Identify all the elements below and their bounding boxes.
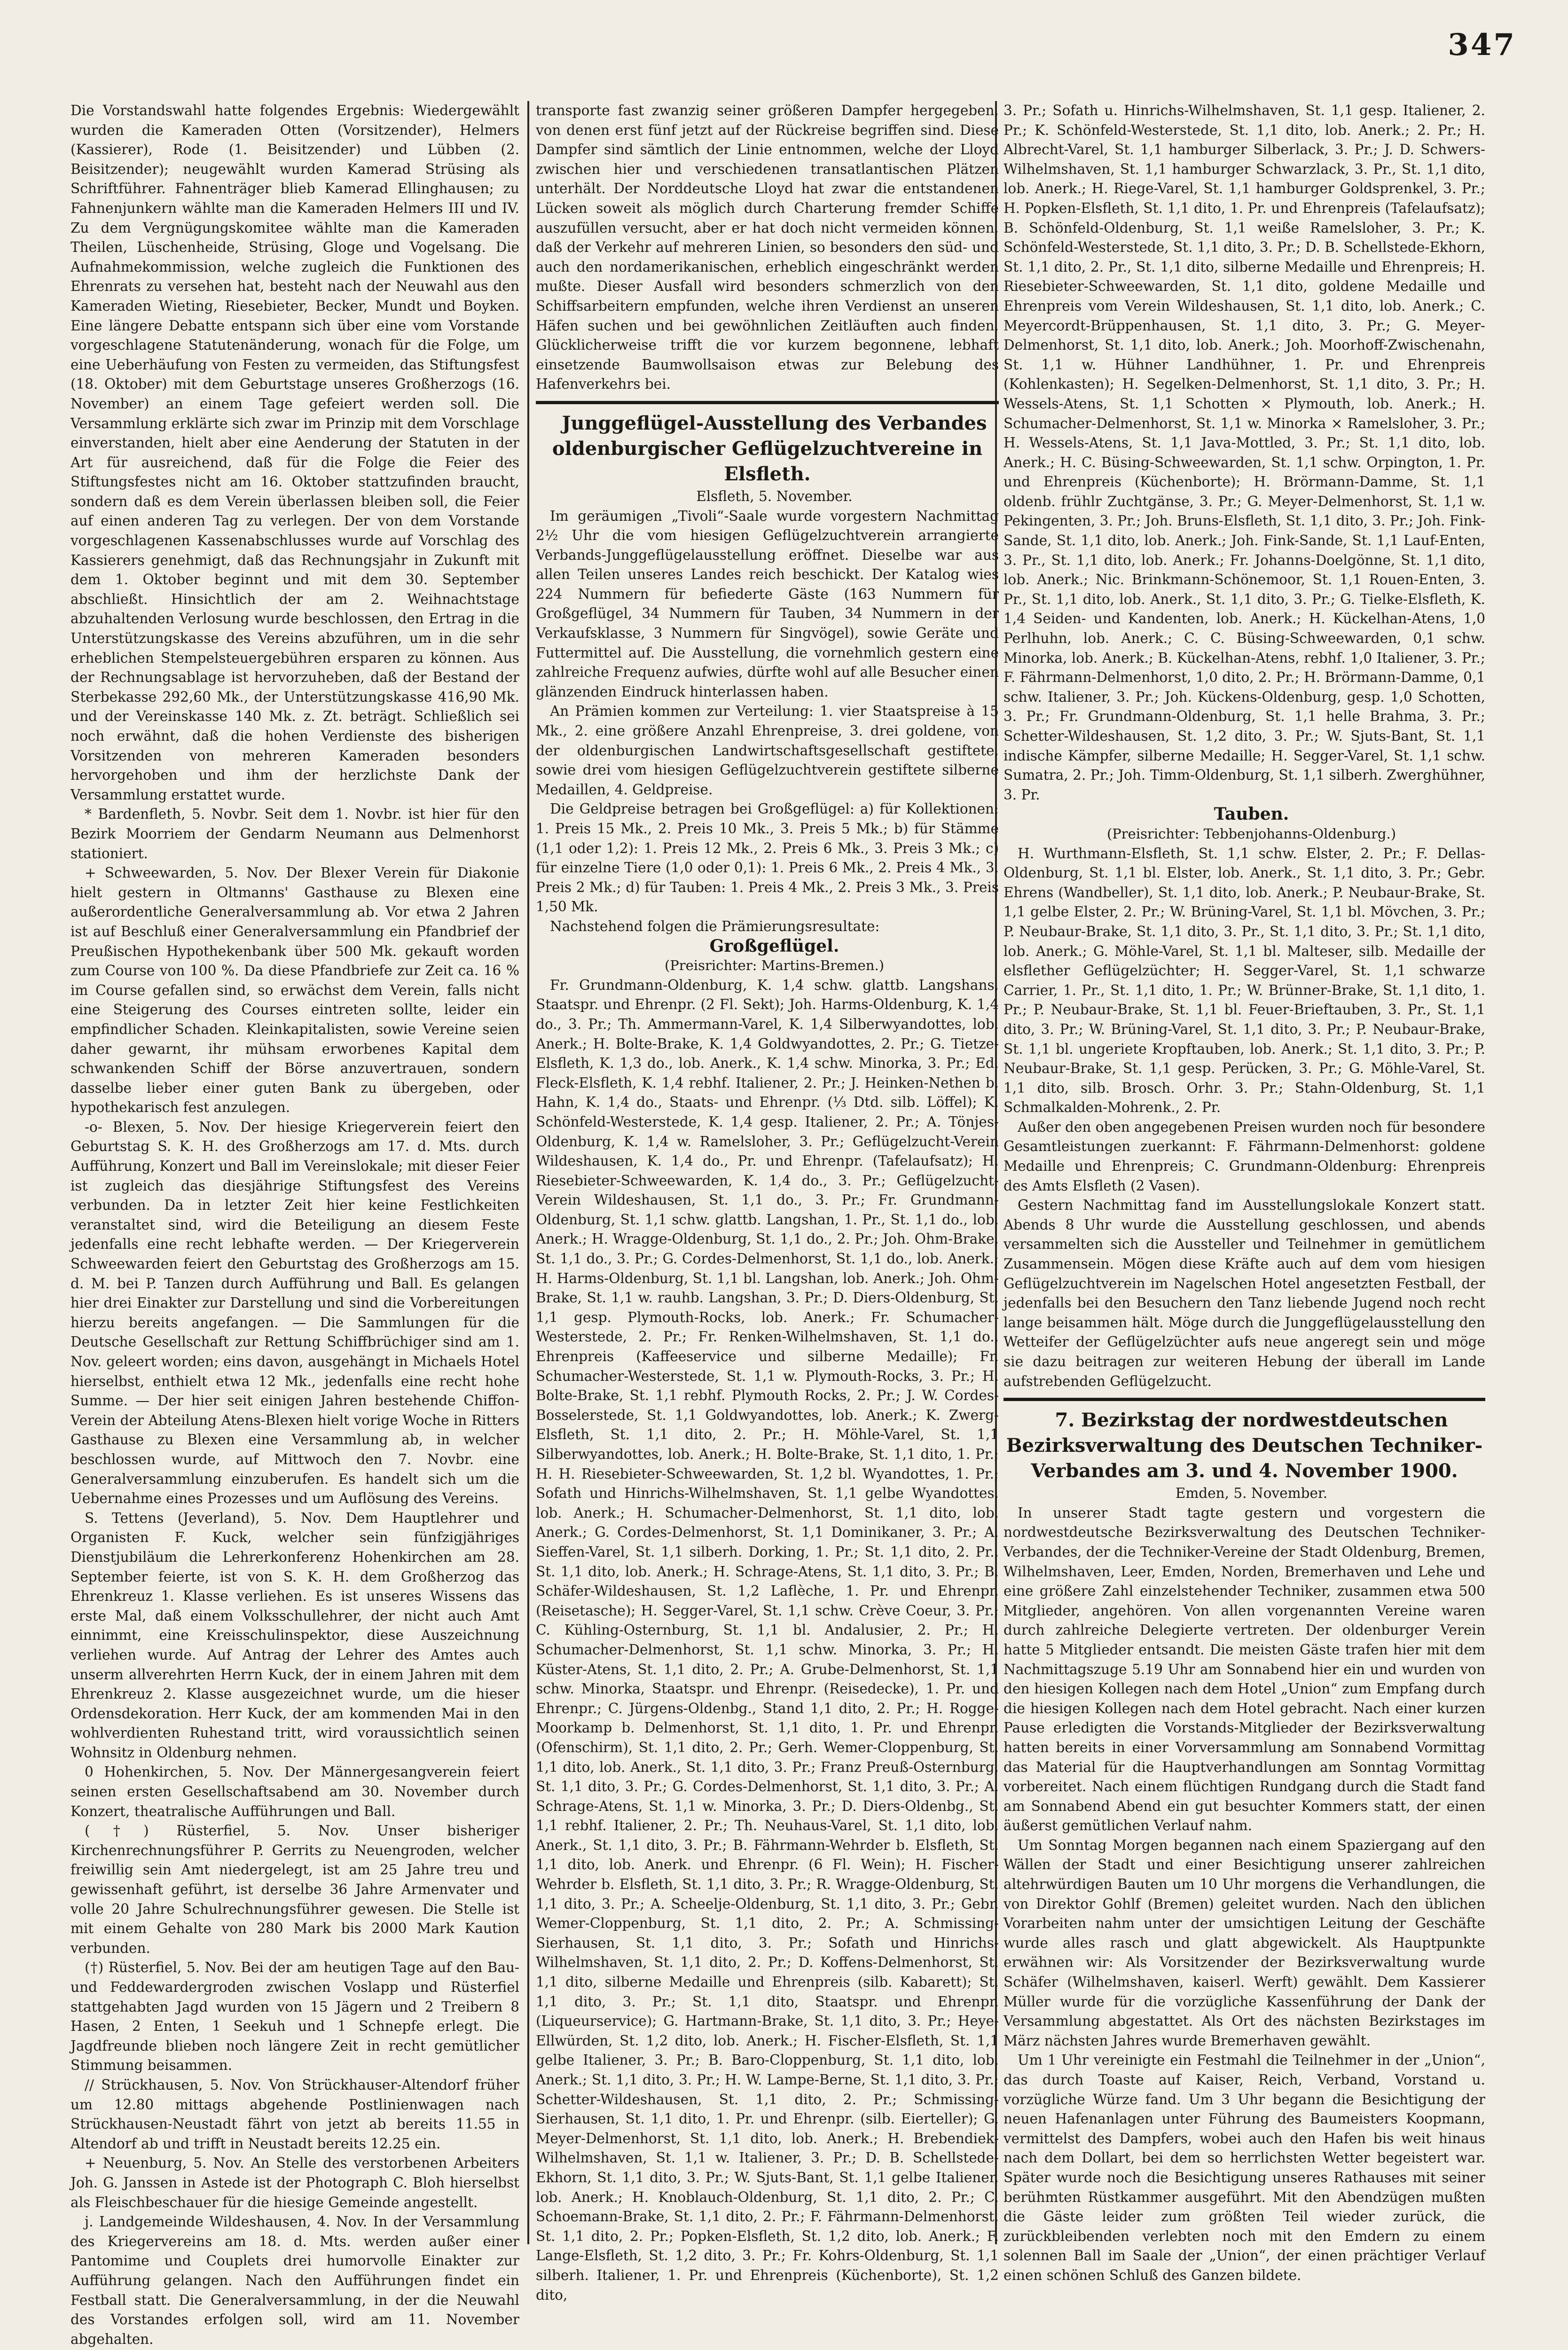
judge-note: (Preisrichter: Tebbenjohanns-Oldenburg.) bbox=[1106, 825, 1396, 842]
column-1 bbox=[71, 101, 519, 2347]
column-rule-1 bbox=[527, 101, 529, 2244]
local-news-tettens: S. Tettens (Jeverland), 5. Nov. Dem Hauptlehrer und Organisten F. Kuck, welcher sein fünfzigjähriges Dienstjubiläum die Lehrerkonferenz Hohenkirchen am 28. September feierte, ist von S. K. H. dem Großherzog das Ehrenkreuz 1. Klasse verliehen. Es ist unseres Wissens das erste Mal, daß einem Volksschullehrer, der nicht auch Amt einnimmt, eine Kreisschulinspektor, diese Auszeichnung verliehen wurde. Auf Antrag der Lehrer des Amtes auch unserm allverehrten Herrn Kuck, der in einem Jahren mit dem Ehrenkreuz 2. Klasse ausgezeichnet wurde, um die hieser Ordensdekoration. Herr Kuck, der am kommenden Mai in den wohlverdienten Ruhestand tritt, wird voraussichtlich seinen Wohnsitz in Oldenburg nehmen. bbox=[71, 1510, 519, 1761]
column-3 bbox=[1004, 101, 1485, 2283]
separator-thick bbox=[536, 401, 999, 404]
article-paragraph: In unserer Stadt tagte gestern und vorgestern die nordwestdeutsche Bezirksverwaltung des Deutschen Techniker-Verbandes, der die Techniker-Vereine der Stadt Oldenburg, Bremen, Wilhelmshaven, Leer, Emden, Norden, Bremerhaven und Lehe und eine größere Zahl einzelstehender Techniker, zusammen etwa 500 Mitglieder, angehören. Von allen vorgenannten Vereine waren durch zahlreiche Delegierte vertreten. Der oldenburger Verein hatte 5 Mitglieder entsandt. Die meisten Gäste trafen hier mit dem Nachmittagszuge 5.19 Uhr am Sonnabend hier ein und wurden von den hiesigen Kollegen nach dem Hotel „Union“ zum Empfang durch die hiesigen Kollegen nach dem Hotel gebracht. Nach einer kurzen Pause erledigten die Vorstands-Mitglieder der Bezirksverwaltung hatten bereits in einer Vorversammlung am Sonnabend Vormittag das Material für die Hauptverhandlungen am Sonntag Vormittag vorbereitet. Nach einem flüchtigen Rundgang durch die Stadt fand am Sonnabend Abend ein gut besuchter Kommers statt, der einen äußerst gemütlichen Verlauf nahm. bbox=[1004, 1504, 1485, 1834]
dateline: Emden, 5. November. bbox=[1175, 1485, 1328, 1502]
local-news-bardenfleth: * Bardenfleth, 5. Novbr. Seit dem 1. Novbr. ist hier für den Bezirk Moorriem der Gendarm Neumann aus Delmenhorst stationiert. bbox=[71, 806, 519, 862]
judge-note: (Preisrichter: Martins-Bremen.) bbox=[664, 957, 885, 974]
separator-thick bbox=[1004, 1398, 1485, 1401]
local-news-schweewarden: + Schweewarden, 5. Nov. Der Blexer Verein für Diakonie hielt gestern in Oltmanns' Gasthause zu Blexen eine außerordentliche Generalversammlung ab. Vor etwa 2 Jahren ist auf Beschluß einer Generalversammlung ein Pfandbrief der Preußischen Hypothekenbank über 500 Mk. gekauft worden zum Course von 100 %. Da diese Pfandbriefe zur Zeit ca. 16 % im Course gefallen sind, so erwächst dem Verein, falls nicht eine Steigerung des Courses eintreten sollte, leider ein empfindlicher Schaden. Kleinkapitalisten, sowie Vereine seien daher gewarnt, ihr mühsam erworbenes Kapital dem schwankenden Schiff der Börse anzuvertrauen, sondern dasselbe lieber einer guten Bank zu übergeben, oder hypothekarisch fest anzulegen. bbox=[71, 865, 519, 1116]
local-news-blexen: -o- Blexen, 5. Nov. Der hiesige Kriegerverein feiert den Geburtstag S. K. H. des Großherzogs am 17. d. Mts. durch Aufführung, Konzert und Ball im Vereinslokale; mit dieser Feier ist zugleich das diesjährige Stiftungsfest des Vereins verbunden. Da in letzter Zeit hier keine Festlichkeiten veranstaltet sind, wird die Beteiligung an diesem Feste jedenfalls eine recht lebhafte werden. — Der Kriegerverein Schweewarden feiert den Geburtstag des Großherzogs am 15. d. M. bei P. Tanzen durch Aufführung und Ball. Es gelangen hier drei Einakter zur Darstellung und sind die Vorbereitungen hierzu bereits angefangen. — Die Sammlungen für die Deutsche Gesellschaft zur Rettung Schiffbrüchiger sind am 1. Nov. geleert worden; eins davon, ausgehängt in Michaels Hotel hierselbst, enthielt etwa 12 Mk., jedenfalls eine recht hohe Summe. — Der hier seit einigen Jahren bestehende Chiffon-Verein der Abteilung Atens-Blexen hielt vorige Woche in Ritters Gasthause zu Blexen eine Versammlung ab, in welcher beschlossen wurde, auf Mittwoch den 7. Novbr. eine Generalversammlung einzuberufen. Es handelt sich um die Uebernahme eines Prozesses und um Auflösung des Vereins. bbox=[71, 1119, 519, 1507]
dateline: Elsfleth, 5. November. bbox=[696, 488, 853, 504]
prize-list: H. Wurthmann-Elsfleth, St. 1,1 schw. Elster, 2. Pr.; F. Dellas-Oldenburg, St. 1,1 bl. Elster, lob. Anerk., St. 1,1 dito, 3. Pr.; Gebr. Ehrens (Wandbeller), St. 1,1 dito, lob. Anerk.; P. Neubaur-Brake, St. 1,1 gelbe Elster, 2. Pr.; W. Brüning-Varel, St. 1,1 bl. Mövchen, 3. Pr.; P. Neubaur-Brake, St. 1,1 dito, 3. Pr., St. 1,1 dito, 3. Pr.; St. 1,1 dito, lob. Anerk.; G. Möhle-Varel, St. 1,1 bl. Malteser, silb. Medaille der elsflether Geflügelzüchter; H. Segger-Varel, St. 1,1 schwarze Carrier, 1. Pr., St. 1,1 dito, 1. Pr.; W. Brünner-Brake, St. 1,1 dito, 1. Pr.; P. Neubaur-Brake, St. 1,1 bl. Feuer-Brieftauben, 3. Pr., St. 1,1 dito, 3. Pr.; W. Brüning-Varel, St. 1,1 dito, 3. Pr.; P. Neubaur-Brake, St. 1,1 bl. ungeriete Kropftauben, lob. Anerk.; St. 1,1 dito, 3. Pr.; P. Neubaur-Brake, St. 1,1 gesp. Perücken, 3. Pr.; G. Möhle-Varel, St. 1,1 dito, silb. Brosch. Orhr. 3. Pr.; Stahn-Oldenburg, St. 1,1 Schmalkalden-Mohrenk., 2. Pr. bbox=[1004, 845, 1485, 1116]
local-news-ruesterfiel-2: (†) Rüsterfiel, 5. Nov. Bei der am heutigen Tage auf den Bau- und Feddewardergroden zwischen Voslapp und Rüsterfiel stattgehabten Jagd wurden von 15 Jägern und 2 Treibern 8 Hasen, 2 Enten, 1 Seekuh und 1 Schnepfe erlegt. Die Jagdfreunde blieben noch längere Zeit in recht gemütlicher Stimmung beisammen. bbox=[71, 1959, 519, 2074]
article-paragraph: Um 1 Uhr vereinigte ein Festmahl die Teilnehmer in der „Union“, das durch Toaste auf Kaiser, Reich, Verband, Vorstand u. vorzügliche Würze fand. Um 3 Uhr begann die Besichtigung der neuen Hafenanlagen unter Führung des Baumeisters Koopmann, vermittelst des Dampfers, wobei auch den Hafen bis weit hinaus nach dem Dollart, bei dem so herrlichsten Wetter begeistert war. Später wurde noch die Besichtigung unseres Rathauses mit seiner berühmten Rüstkammer ausgeführt. Mit den Abendzügen mußten die Gäste leider zum größten Teil wieder zurück, die zurückbleibenden verlebten noch mit den Emdern zu einem solennen Ball im Saale der „Union“, der einen prächtiger Verlauf einen schönen Schluß des Ganzen bildete. bbox=[1004, 2052, 1485, 2283]
local-news-hohenkirchen: 0 Hohenkirchen, 5. Nov. Der Männergesangverein feiert seinen ersten Gesellschaftsabend am 30. November durch Konzert, theatralische Aufführungen und Ball. bbox=[71, 1764, 519, 1819]
article-paragraph: An Prämien kommen zur Verteilung: 1. vier Staatspreise à 15 Mk., 2. eine größere Anzahl Ehrenpreise, 3. drei goldene, von der oldenburgischen Landwirtschaftsgesellschaft gestiftete, sowie drei vom hiesigen Geflügelzuchtverein gestiftete silberne Medaillen, 4. Geldpreise. bbox=[536, 703, 999, 798]
article-paragraph: Die Geldpreise betragen bei Großgeflügel: a) für Kollektionen: 1. Preis 15 Mk., 2. Preis 10 Mk., 3. Preis 5 Mk.; b) für Stämme (1,1 oder 1,2): 1. Preis 12 Mk., 2. Preis 6 Mk., 3. Preis 3 Mk.; c) für einzelne Tiere (1,0 oder 0,1): 1. Preis 6 Mk., 2. Preis 4 Mk., 3. Preis 2 Mk.; d) für Tauben: 1. Preis 4 Mk., 2. Preis 3 Mk., 3. Preis 1,50 Mk. bbox=[536, 801, 999, 915]
local-news-wildeshausen: j. Landgemeinde Wildeshausen, 4. Nov. In der Versammlung des Kriegervereins am 18. d. Mts. werden außer einer Pantomime und Couplets drei humorvolle Einakter zur Aufführung gelangen. Nach den Aufführungen findet ein Festball statt. Die Generalversammlung, in der die Neuwahl des Vorstandes erfolgen soll, wird am 11. November abgehalten. bbox=[71, 2214, 519, 2347]
article-paragraph: Gestern Nachmittag fand im Ausstellungslokale Konzert statt. Abends 8 Uhr wurde die Ausstellung geschlossen, und abends versammelten sich die Aussteller und Teilnehmer in gemütlichem Zusammensein. Mögen diese Kräfte auch auf dem vom hiesigen Geflügelzuchtverein im Nagelschen Hotel angesetzten Festball, der jedenfalls bei den Besuchern den Tanz liebende Jugend noch recht lange beisammen hält. Möge durch die Junggeflügelausstellung den Wetteifer der Geflügelzüchter aufs neue angeregt sein und möge sie dazu beitragen zur weiteren Hebung der überall im Lande aufstrebenden Geflügelzucht. bbox=[1004, 1197, 1485, 1389]
section-heading-grossgefluegel: Großgeflügel. bbox=[709, 936, 839, 956]
article-heading-technicians: 7. Bezirkstag der nordwestdeutschen Bezirksverwaltung des Deutschen Techniker-Verbandes am 3. und 4. November 1900. bbox=[1006, 1409, 1483, 1482]
prize-list: 3. Pr.; Sofath u. Hinrichs-Wilhelmshaven, St. 1,1 gesp. Italiener, 2. Pr.; K. Schönfeld-Westerstede, St. 1,1 dito, lob. Anerk.; 2. Pr.; H. Albrecht-Varel, St. 1,1 hamburger Silberlack, 3. Pr.; J. D. Schwers-Wilhelmshaven, St. 1,1 hamburger Schwarzlack, 3. Pr., St. 1,1 dito, lob. Anerk.; H. Riege-Varel, St. 1,1 hamburger Goldsprenkel, 3. Pr.; H. Popken-Elsfleth, St. 1,1 dito, 1. Pr. und Ehrenpreis (Tafelaufsatz); B. Schönfeld-Oldenburg, St. 1,1 weiße Ramelsloher, 3. Pr.; K. Schönfeld-Westerstede, St. 1,1 dito, 3. Pr.; D. B. Schellstede-Ekhorn, St. 1,1 dito, 2. Pr., St. 1,1 dito, silberne Medaille und Ehrenpreis; H. Riesebieter-Schweewarden, St. 1,1 dito, goldene Medaille und Ehrenpreis vom Verein Wildeshausen, St. 1,1 dito, lob. Anerk.; C. Meyercordt-Brüppenhausen, St. 1,1 dito, 3. Pr.; G. Meyer-Delmenhorst, St. 1,1 dito, lob. Anerk.; Joh. Moorhoff-Zwischenahn, St. 1,1 w. Hühner Landhühner, 1. Pr. und Ehrenpreis (Kohlenkasten); H. Segelken-Delmenhorst, St. 1,1 dito, 3. Pr.; H. Wessels-Atens, St. 1,1 Schotten × Plymouth, lob. Anerk.; H. Schumacher-Delmenhorst, St. 1,1 w. Minorka × Ramelsloher, 3. Pr.; H. Wessels-Atens, St. 1,1 Java-Mottled, 3. Pr.; St. 1,1 dito, lob. Anerk.; H. C. Büsing-Schweewarden, St. 1,1 schw. Orpington, 1. Pr. und Ehrenpreis (Küchenborte); H. Brörmann-Damme, St. 1,1 oldenb. frühlr Zuchtgänse, 3. Pr.; G. Meyer-Delmenhorst, St. 1,1 w. Pekingenten, 3. Pr.; Joh. Bruns-Elsfleth, St. 1,1 dito, 3. Pr.; Joh. Fink-Sande, St. 1,1 dito, lob. Anerk.; Joh. Fink-Sande, St. 1,1 Lauf-Enten, 3. Pr., St. 1,1 dito, lob. Anerk.; Fr. Johanns-Doelgönne, St. 1,1 dito, lob. Anerk.; Nic. Brinkmann-Schönemoor, St. 1,1 Rouen-Enten, 3. Pr., St. 1,1 dito, lob. Anerk., St. 1,1 dito, 3. Pr.; G. Tielke-Elsfleth, K. 1,4 Seiden- und Kandenten, lob. Anerk.; H. Kückelhan-Atens, 1,0 Perlhuhn, lob. Anerk.; C. C. Büsing-Schweewarden, 0,1 schw. Minorka, lob. Anerk.; B. Kückelhan-Atens, rebhf. 1,0 Italiener, 3. Pr.; F. Fährmann-Delmenhorst, 1,0 dito, 2. Pr.; H. Brörmann-Damme, 0,1 schw. Italiener, 3. Pr.; Joh. Kückens-Oldenburg, gesp. 1,0 Schotten, 3. Pr.; Fr. Grundmann-Oldenburg, St. 1,1 helle Brahma, 3. Pr.; Schetter-Wildeshausen, St. 1,2 dito, 3. Pr.; W. Sjuts-Bant, St. 1,1 indische Kämpfer, silberne Medaille; H. Segger-Varel, St. 1,1 schw. Sumatra, 2. Pr.; Joh. Timm-Oldenburg, St. 1,1 silberh. Zwerghühner, 3. Pr. bbox=[1004, 102, 1485, 803]
article-paragraph: transporte fast zwanzig seiner größeren Dampfer hergegeben, von denen erst fünf jetzt auf der Rückreise begriffen sind. Diese Dampfer sind sämtlich der Linie entnommen, welche der Lloyd zwischen hier und verschiedenen transatlantischen Plätzen unterhält. Der Norddeutsche Lloyd hat zwar die entstandenen Lücken soweit als möglich durch Charterung fremder Schiffe auszufüllen versucht, aber er hat doch nicht vermeiden können, daß der Verkehr auf mehreren Linien, so besonders den süd- und auch den nordamerikanischen, erheblich eingeschränkt werden mußte. Dieser Ausfall wird besonders schmerzlich von den Schiffsarbeitern empfunden, welche ihren Verdienst an unseren Häfen suchen und bei gewöhnlichen Zeitläuften auch finden. Glücklicherweise trifft die vor kurzem begonnene, lebhaft einsetzende Baumwollsaison etwas zur Belebung des Hafenverkehrs bei. bbox=[536, 102, 999, 392]
local-news-strueckhausen: // Strückhausen, 5. Nov. Von Strückhauser-Altendorf früher um 12.80 mittags abgehende Postlinienwagen nach Strückhausen-Neustadt fährt von jetzt ab bereits 11.55 in Altendorf ab und trifft in Neustadt bereits 12.25 ein. bbox=[71, 2076, 519, 2152]
local-news-ruesterfiel-1: (†) Rüsterfiel, 5. Nov. Unser bisheriger Kirchenrechnungsführer P. Gerrits zu Neuengroden, welcher freiwillig sein Amt niedergelegt, ist am 25 Jahre treu und gewissenhaft geführt, ist derselbe 36 Jahre Armenvater und volle 20 Jahre Schulrechnungsführer gewesen. Die Stelle ist mit einem Gehalte von 280 Mark bis 2000 Mark Kaution verbunden. bbox=[71, 1823, 519, 1956]
local-news-neuenburg: + Neuenburg, 5. Nov. An Stelle des verstorbenen Arbeiters Joh. G. Janssen in Astede ist der Photograph C. Bloh hierselbst als Fleischbeschauer für die hiesige Gemeinde angestellt. bbox=[71, 2155, 519, 2210]
page-number: 347 bbox=[1448, 27, 1516, 63]
article-paragraph: Die Vorstandswahl hatte folgendes Ergebnis: Wiedergewählt wurden die Kameraden Otten (Vorsitzender), Helmers (Kassierer), Rode (1. Beisitzender) und Lübben (2. Beisitzender); neugewählt wurden Kamerad Strüsing als Schriftführer. Fahnenträger blieb Kamerad Ellinghausen; zu Fahnenjunkern wählte man die Kameraden Helmers III und IV. Zu dem Vergnügungskomitee wählte man die Kameraden Theilen, Lüschenheide, Strüsing, Gloge und Vogelsang. Die Aufnahmekommission, welche zugleich die Funktionen des Ehrenrats zu versehen hat, besteht nach der Neuwahl aus den Kameraden Wieting, Riesebieter, Becker, Mundt und Boyken. Eine längere Debatte entspann sich über eine vom Vorstande vorgeschlagene Statutenänderung, wonach für die Folge, um eine Ueberhäufung von Festen zu vermeiden, das Stiftungsfest (18. Oktober) mit dem Geburtstage unseres Großherzogs (16. November) an einem Tage gefeiert werden soll. Die Versammlung erklärte sich zwar im Prinzip mit dem Vorschlage einverstanden, hielt aber eine Aenderung der Statuten in der Art für ausreichend, daß für die Folge die Feier des Stiftungsfestes nicht am 16. Oktober stattzufinden braucht, sondern daß es dem Verein überlassen bleiben soll, die Feier auf einen anderen Tag zu verlegen. Der von dem Vorstande vorgeschlagenen Kassenabschlusses wurde auf Vorschlag des Kassierers genehmigt, daß das Rechnungsjahr in Zukunft mit dem 1. Oktober beginnt und mit dem 30. September abschließt. Hinsichtlich der am 2. Weihnachtstage abzuhaltenden Verlosung wurde beschlossen, den Ertrag in die Unterstützungskasse des Vereins abzuführen, um in die sehr erheblichen Stempelsteuergebühren ersparen zu können. Aus der Rechnungsablage ist hervorzuheben, daß der Bestand der Sterbekasse 292,60 Mk., der Unterstützungskasse 416,90 Mk. und der Vereinskasse 140 Mk. z. Zt. beträgt. Schließlich sei noch erwähnt, daß die hohen Verdienste des bisherigen Vorsitzenden von mehreren Kameraden besonders hervorgehoben und ihm der herzlichste Dank der Versammlung erstattet wurde. bbox=[71, 102, 519, 803]
article-paragraph: Im geräumigen „Tivoli“-Saale wurde vorgestern Nachmittag 2½ Uhr die vom hiesigen Geflügelzuchtverein arrangierte Verbands-Junggeflügelausstellung eröffnet. Dieselbe war aus allen Teilen unseres Landes reich beschickt. Der Katalog wies 224 Nummern für befiederte Gäste (163 Nummern für Großgeflügel, 34 Nummern für Tauben, 34 Nummern in der Verkaufsklasse, 3 Nummern für Singvögel), sowie Geräte und Futtermittel auf. Die Ausstellung, die vornehmlich gestern eine zahlreiche Frequenz aufwies, dürfte wohl auf alle Besucher einen glänzenden Eindruck hinterlassen haben. bbox=[536, 508, 999, 700]
section-heading-tauben: Tauben. bbox=[1214, 804, 1289, 824]
article-paragraph: Außer den oben angegebenen Preisen wurden noch für besondere Gesamtleistungen zuerkannt: F. Fährmann-Delmenhorst: goldene Medaille und Ehrenpreis; C. Grundmann-Oldenburg: Ehrenpreis des Amts Elsfleth (2 Vasen). bbox=[1004, 1119, 1485, 1194]
article-paragraph: Nachstehend folgen die Prämierungsresultate: bbox=[550, 918, 880, 934]
prize-list: Fr. Grundmann-Oldenburg, K. 1,4 schw. glattb. Langshans, Staatspr. und Ehrenpr. (2 Fl. Sekt); Joh. Harms-Oldenburg, K. 1,4 do., 3. Pr.; Th. Ammermann-Varel, K. 1,4 Silberwyandottes, lob. Anerk.; H. Bolte-Brake, K. 1,4 Goldwyandottes, 2. Pr.; G. Tietze-Elsfleth, K. 1,3 do., lob. Anerk., K. 1,4 schw. Minorka, 3. Pr.; Ed. Fleck-Elsfleth, K. 1,4 rebhf. Italiener, 2. Pr.; J. Heinken-Nethen b. Hahn, K. 1,4 do., Staats- und Ehrenpr. (⅓ Dtd. silb. Löffel); K. Schönfeld-Westerstede, K. 1,4 gesp. Italiener, 2. Pr.; A. Tönjes-Oldenburg, K. 1,4 w. Ramelsloher, 3. Pr.; Geflügelzucht-Verein Wildeshausen, K. 1,4 do., Pr. und Ehrenpr. (Tafelaufsatz); H. Riesebieter-Schweewarden, K. 1,4 do., 3. Pr.; Geflügelzucht-Verein Wildeshausen, St. 1,1 do., 3. Pr.; Fr. Grundmann-Oldenburg, St. 1,1 schw. glattb. Langshan, 1. Pr., St. 1,1 do., lob. Anerk.; H. Wragge-Oldenburg, St. 1,1 do., 2. Pr.; Joh. Ohm-Brake, St. 1,1 do., 3. Pr.; G. Cordes-Delmenhorst, St. 1,1 do., lob. Anerk.; H. Harms-Oldenburg, St. 1,1 bl. Langshan, lob. Anerk.; Joh. Ohm-Brake, St. 1,1 w. rauhb. Langshan, 3. Pr.; D. Diers-Oldenburg, St. 1,1 gesp. Plymouth-Rocks, lob. Anerk.; Fr. Schumacher-Westerstede, 2. Pr.; Fr. Renken-Wilhelmshaven, St. 1,1 do., Ehrenpreis (Kaffeeservice und silberne Medaille); Fr. Schumacher-Westerstede, St. 1,1 w. Plymouth-Rocks, 3. Pr.; H. Bolte-Brake, St. 1,1 rebhf. Plymouth Rocks, 2. Pr.; J. W. Cordes-Bosselerstede, St. 1,1 Goldwyandottes, lob. Anerk.; K. Zwerg-Elsfleth, St. 1,1 dito, 2. Pr.; H. Möhle-Varel, St. 1,1 Silberwyandottes, lob. Anerk.; H. Bolte-Brake, St. 1,1 dito, 1. Pr.; H. H. Riesebieter-Schweewarden, St. 1,2 bl. Wyandottes, 1. Pr.; Sofath und Hinrichs-Wilhelmshaven, St. 1,1 gelbe Wyandottes, lob. Anerk.; H. Schumacher-Delmenhorst, St. 1,1 dito, lob. Anerk.; G. Cordes-Delmenhorst, St. 1,1 Dominikaner, 3. Pr.; A. Sieffen-Varel, St. 1,1 silberh. Dorking, 1. Pr.; St. 1,1 dito, 2. Pr., St. 1,1 dito, lob. Anerk.; H. Schrage-Atens, St. 1,1 dito, 3. Pr.; B. Schäfer-Wildeshausen, St. 1,2 Laflèche, 1. Pr. und Ehrenpr. (Reisetasche); H. Segger-Varel, St. 1,1 schw. Crève Coeur, 3. Pr.; C. Kühling-Osternburg, St. 1,1 bl. Andalusier, 2. Pr.; H. Schumacher-Delmenhorst, St. 1,1 schw. Minorka, 3. Pr.; H. Küster-Atens, St. 1,1 dito, 2. Pr.; A. Grube-Delmenhorst, St. 1,1 schw. Minorka, Staatspr. und Ehrenpr. (Reisedecke), 1. Pr. und Ehrenpr.; C. Jürgens-Oldenbg., Stand 1,1 dito, 2. Pr.; H. Rogge-Moorkamp b. Delmenhorst, St. 1,1 dito, 1. Pr. und Ehrenpr. (Ofenschirm), St. 1,1 dito, 2. Pr.; Gerh. Wemer-Cloppenburg, St. 1,1 dito, lob. Anerk., St. 1,1 dito, 3. Pr.; Franz Preuß-Osternburg, St. 1,1 dito, 3. Pr.; G. Cordes-Delmenhorst, St. 1,1 dito, 3. Pr.; A. Schrage-Atens, St. 1,1 w. Minorka, 3. Pr.; D. Diers-Oldenbg., St. 1,1 rebhf. Italiener, 2. Pr.; Th. Neuhaus-Varel, St. 1,1 dito, lob. Anerk., St. 1,1 dito, 3. Pr.; B. Fährmann-Wehrder b. Elsfleth, St. 1,1 dito, lob. Anerk. und Ehrenpr. (6 Fl. Wein); H. Fischer-Wehrder b. Elsfleth, St. 1,1 dito, 3. Pr.; R. Wragge-Oldenburg, St. 1,1 dito, 3. Pr.; A. Scheelje-Oldenburg, St. 1,1 dito, 3. Pr.; Gebr. Wemer-Cloppenburg, St. 1,1 dito, 2. Pr.; A. Schmissing-Sierhausen, St. 1,1 dito, 3. Pr.; Sofath und Hinrichs-Wilhelmshaven, St. 1,1 dito, 2. Pr.; D. Koffens-Delmenhorst, St. 1,1 dito, silberne Medaille und Ehrenpreis (silb. Kabarett); St. 1,1 dito, 3. Pr.; St. 1,1 dito, Staatspr. und Ehrenpr. (Liqueurservice); G. Hartmann-Brake, St. 1,1 dito, 3. Pr.; Heye-Ellwürden, St. 1,2 dito, lob. Anerk.; H. Fischer-Elsfleth, St. 1,1 gelbe Italiener, 3. Pr.; B. Baro-Cloppenburg, St. 1,1 dito, lob. Anerk.; St. 1,1 dito, 3. Pr.; H. W. Lampe-Berne, St. 1,1 dito, 3. Pr.; Schetter-Wildeshausen, St. 1,1 dito, 2. Pr.; Schmissing-Sierhausen, St. 1,1 dito, 1. Pr. und Ehrenpr. (silb. Eierteller); G. Meyer-Delmenhorst, St. 1,1 dito, lob. Anerk.; H. Brebendiek-Wilhelmshaven, St. 1,1 w. Italiener, 3. Pr.; D. B. Schellstede-Ekhorn, St. 1,1 dito, 3. Pr.; W. Sjuts-Bant, St. 1,1 gelbe Italiener, lob. Anerk.; H. Knoblauch-Oldenburg, St. 1,1 dito, 2. Pr.; C. Schoemann-Brake, St. 1,1 dito, 2. Pr.; F. Fährmann-Delmenhorst, St. 1,1 dito, 2. Pr.; Popken-Elsfleth, St. 1,2 dito, lob. Anerk.; F. Lange-Elsfleth, St. 1,2 dito, 3. Pr.; Fr. Kohrs-Oldenburg, St. 1,1 silberh. Italiener, 1. Pr. und Ehrenpreis (Küchenborte), St. 1,2 dito, bbox=[536, 977, 999, 2303]
article-heading-poultry-show: Junggeflügel-Ausstellung des Verbandes oldenburgischer Geflügelzuchtvereine in Elsfleth. bbox=[552, 412, 987, 485]
article-paragraph: Um Sonntag Morgen begannen nach einem Spaziergang auf den Wällen der Stadt und einer Besichtigung unserer zahlreichen altehrwürdigen Bauten um 10 Uhr morgens die Verhandlungen, die von Direktor Gohlf (Bremen) geleitet wurden. Nach den üblichen Vorarbeiten nahm unter der umsichtigen Leitung der Geschäfte wurde alles rasch und glatt abgewickelt. Als Hauptpunkte erwähnen wir: Als Vorsitzender der Bezirksverwaltung wurde Schäfer (Wilhelmshaven, kaiserl. Werft) gewählt. Dem Kassierer Müller wurde für die vorzügliche Kassenführung der Dank der Versammlung abgestattet. Als Ort des nächsten Bezirkstages im März nächsten Jahres wurde Bremerhaven gewählt. bbox=[1004, 1837, 1485, 2049]
column-2 bbox=[536, 101, 999, 2303]
